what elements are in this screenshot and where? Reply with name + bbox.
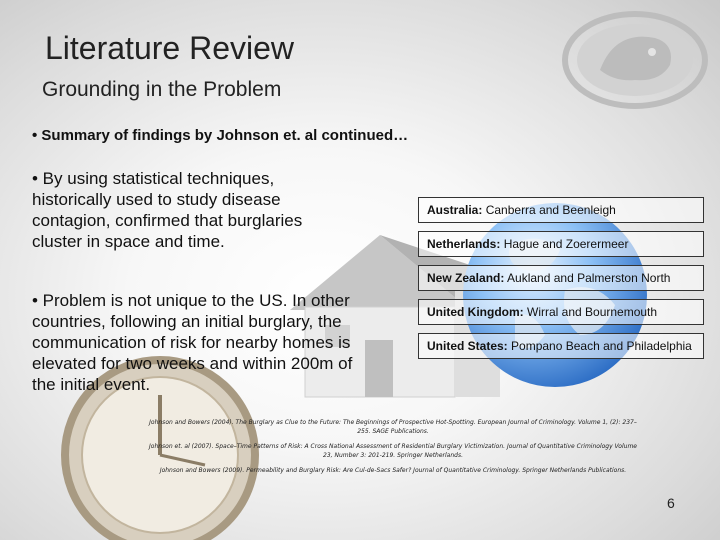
page-title: Literature Review	[45, 30, 294, 66]
reference-item: Johnson et. al (2007). Space–Time Patterns of Risk: A Cross National Assessment of Residential Burglary Victimization. Journal of Quantitative Criminology Volume 23, Number 3: 201-219. Springer Netherlands.	[149, 443, 637, 459]
reference-item: Johnson and Bowers (2009). Permeability and Burglary Risk: Are Cul-de-Sacs Safer? Journal of Quantitative Criminology. Springer Netherlands Publications.	[159, 467, 627, 474]
country-united-kingdom	[418, 299, 704, 325]
globe-icon	[455, 195, 658, 395]
bullet-statistical-techniques: • By using statistical techniques, historically used to study disease contagion, confirmed that burglaries cluster in space and time.	[32, 169, 303, 251]
page-subtitle: Grounding in the Problem	[42, 78, 282, 101]
country-netherlands	[418, 231, 704, 257]
country-label: United States:	[427, 339, 508, 353]
country-australia	[418, 197, 704, 223]
bullet-international: • Problem is not unique to the US. In other countries, following an initial burglary, the communication of risk for nearby homes is elevated for two weeks and within 200m of the initial event.	[32, 291, 353, 394]
country-cities: Hague and Zoerermeer	[503, 237, 629, 251]
country-label: Australia:	[427, 203, 483, 217]
country-cities: Aukland and Palmerston North	[507, 271, 671, 285]
country-cities: Wirral and Bournemouth	[527, 305, 658, 319]
country-label: New Zealand:	[427, 271, 505, 285]
summary-heading: • Summary of findings by Johnson et. al continued…	[32, 127, 409, 144]
reference-item: Johnson and Bowers (2004). The Burglary as Clue to the Future: The Beginnings of Prospective Hot-Spotting. European Journal of Criminology. Volume 1, (2): 237–255. SAGE Publications.	[149, 419, 637, 435]
references	[148, 418, 638, 481]
country-new-zealand	[418, 265, 704, 291]
country-cities: Canberra and Beenleigh	[485, 203, 616, 217]
country-label: Netherlands:	[427, 237, 501, 251]
country-united-states	[418, 333, 704, 359]
country-cities: Pompano Beach and Philadelphia	[511, 339, 692, 353]
page-number: 6	[667, 495, 675, 511]
country-label: United Kingdom:	[427, 305, 524, 319]
lion-logo-icon	[560, 10, 710, 110]
